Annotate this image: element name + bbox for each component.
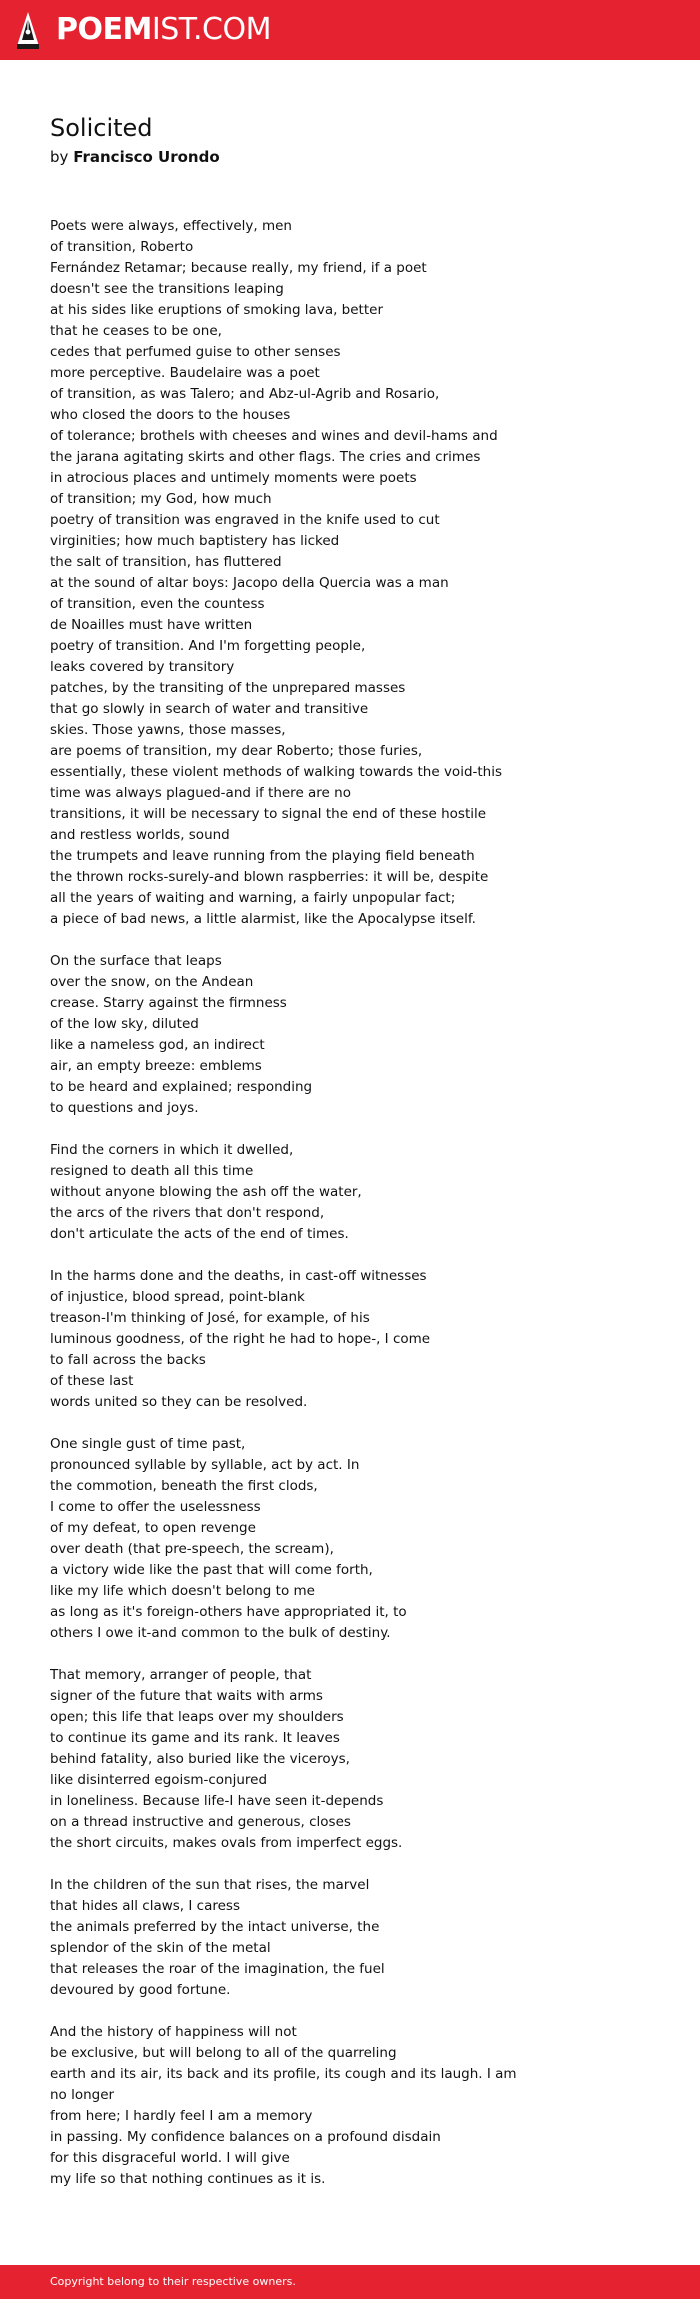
poem-line: the trumpets and leave running from the playing field beneath [50,848,475,864]
poem-line: luminous goodness, of the right he had to hope-, I come [50,1331,431,1347]
poem-line: air, an empty breeze: emblems [50,1058,262,1074]
poem-line: splendor of the skin of the metal [50,1940,271,1956]
poem-line: at the sound of altar boys: Jacopo della Quercia was a man [50,575,449,591]
poem-line: to continue its game and its rank. It leaves [50,1730,340,1746]
poem-title: Solicited [50,114,153,142]
poem-line: patches, by the transiting of the unprepared masses [50,680,406,696]
stanza [50,1875,650,2001]
logo-text-strong: POEM [56,12,152,47]
poem-line: That memory, arranger of people, that [50,1667,312,1683]
poem-line: to fall across the backs [50,1352,206,1368]
stanza [50,951,650,1119]
poem-line: in passing. My confidence balances on a profound disdain [50,2129,441,2145]
poem-line: without anyone blowing the ash off the water, [50,1184,362,1200]
poem-line: of these last [50,1373,134,1389]
poem-line: devoured by good fortune. [50,1982,231,1998]
site-logo-text [56,10,271,50]
poem-line: pronounced syllable by syllable, act by act. In [50,1457,360,1473]
poem-line: that he ceases to be one, [50,323,222,339]
poem-line: don't articulate the acts of the end of times. [50,1226,349,1242]
poem-line: the commotion, beneath the first clods, [50,1478,318,1494]
poem-line: Fernández Retamar; because really, my friend, if a poet [50,260,427,276]
poem-line: as long as it's foreign-others have appropriated it, to [50,1604,407,1620]
poem-line: of the low sky, diluted [50,1016,199,1032]
poem-line: leaks covered by transitory [50,659,235,675]
poem-line: are poems of transition, my dear Roberto; those furies, [50,743,423,759]
poem-line: to questions and joys. [50,1100,199,1116]
poem-line: and restless worlds, sound [50,827,230,843]
poem-line: a victory wide like the past that will come forth, [50,1562,373,1578]
poem-line: a piece of bad news, a little alarmist, like the Apocalypse itself. [50,911,476,927]
poem-line: of transition; my God, how much [50,491,272,507]
stanza [50,1266,650,1413]
poem-line: who closed the doors to the houses [50,407,291,423]
poem-line: of transition, as was Talero; and Abz-ul-Agrib and Rosario, [50,386,440,402]
poem-line: no longer [50,2087,115,2103]
poem-line: over death (that pre-speech, the scream), [50,1541,334,1557]
copyright-text: Copyright belong to their respective owners. [50,2275,296,2288]
poem-line: others I owe it-and common to the bulk of destiny. [50,1625,391,1641]
poem-line: the salt of transition, has fluttered [50,554,282,570]
poem-byline [50,146,650,168]
stanza [50,1140,650,1245]
site-logo[interactable] [14,10,271,50]
poem-line: the short circuits, makes ovals from imperfect eggs. [50,1835,403,1851]
author-name[interactable]: Francisco Urondo [73,148,220,166]
poem-line: transitions, it will be necessary to signal the end of these hostile [50,806,487,822]
poem-line: essentially, these violent methods of walking towards the void-this [50,764,503,780]
pen-nib-icon [14,10,42,50]
poem-line: in loneliness. Because life-I have seen it-depends [50,1793,384,1809]
poem-line: more perceptive. Baudelaire was a poet [50,365,320,381]
stanza [50,2022,650,2190]
poem-line: the arcs of the rivers that don't respond, [50,1205,325,1221]
poem-line: de Noailles must have written [50,617,253,633]
poem-line: poetry of transition was engraved in the knife used to cut [50,512,440,528]
logo-text-light: IST.COM [151,12,271,47]
poem-line: time was always plagued-and if there are no [50,785,351,801]
poem-line: resigned to death all this time [50,1163,254,1179]
poem-line: doesn't see the transitions leaping [50,281,284,297]
stanza [50,216,650,930]
site-header [0,0,700,60]
poem-line: like a nameless god, an indirect [50,1037,265,1053]
poem-line: of transition, even the countess [50,596,265,612]
poem-line: for this disgraceful world. I will give [50,2150,290,2166]
poem-line: words united so they can be resolved. [50,1394,308,1410]
poem-line: signer of the future that waits with arms [50,1688,323,1704]
by-label: by [50,148,69,166]
poem-line: of my defeat, to open revenge [50,1520,256,1536]
poem-line: Find the corners in which it dwelled, [50,1142,294,1158]
poem-line: that go slowly in search of water and transitive [50,701,369,717]
poem-line: treason-I'm thinking of José, for example, of his [50,1310,370,1326]
poem-line: cedes that perfumed guise to other senses [50,344,341,360]
poem-line: open; this life that leaps over my shoulders [50,1709,344,1725]
poem-line: In the children of the sun that rises, the marvel [50,1877,370,1893]
poem-line: skies. Those yawns, those masses, [50,722,286,738]
poem-line: of tolerance; brothels with cheeses and wines and devil-hams and [50,428,498,444]
stanza [50,1434,650,1644]
poem-line: poetry of transition. And I'm forgetting people, [50,638,366,654]
poem-line: all the years of waiting and warning, a fairly unpopular fact; [50,890,456,906]
poem-line: my life so that nothing continues as it is. [50,2171,326,2187]
poem-line: One single gust of time past, [50,1436,246,1452]
poem-line: be exclusive, but will belong to all of the quarreling [50,2045,397,2061]
poem-line: In the harms done and the deaths, in cast-off witnesses [50,1268,427,1284]
poem-body [50,216,650,2190]
poem-line: at his sides like eruptions of smoking lava, better [50,302,383,318]
poem-line: of injustice, blood spread, point-blank [50,1289,305,1305]
poem-line: crease. Starry against the firmness [50,995,287,1011]
poem-line: the thrown rocks-surely-and blown raspberries: it will be, despite [50,869,489,885]
poem-line: over the snow, on the Andean [50,974,254,990]
poem-content [50,112,650,2211]
poem-line: like my life which doesn't belong to me [50,1583,315,1599]
poem-line: behind fatality, also buried like the viceroys, [50,1751,350,1767]
poem-line: on a thread instructive and generous, closes [50,1814,351,1830]
poem-line: earth and its air, its back and its profile, its cough and its laugh. I am [50,2066,517,2082]
poem-line: from here; I hardly feel I am a memory [50,2108,313,2124]
poem-line: And the history of happiness will not [50,2024,297,2040]
stanza [50,1665,650,1854]
poem-line: virginities; how much baptistery has licked [50,533,340,549]
poem-line: that hides all claws, I caress [50,1898,240,1914]
poem-line: that releases the roar of the imagination, the fuel [50,1961,385,1977]
poem-line: the animals preferred by the intact universe, the [50,1919,380,1935]
poem-line: of transition, Roberto [50,239,194,255]
poem-line: like disinterred egoism-conjured [50,1772,268,1788]
poem-line: to be heard and explained; responding [50,1079,313,1095]
poem-line: On the surface that leaps [50,953,222,969]
poem-line: I come to offer the uselessness [50,1499,261,1515]
poem-line: in atrocious places and untimely moments were poets [50,470,417,486]
poem-line: Poets were always, effectively, men [50,218,292,234]
site-footer [0,2265,700,2299]
poem-line: the jarana agitating skirts and other flags. The cries and crimes [50,449,481,465]
